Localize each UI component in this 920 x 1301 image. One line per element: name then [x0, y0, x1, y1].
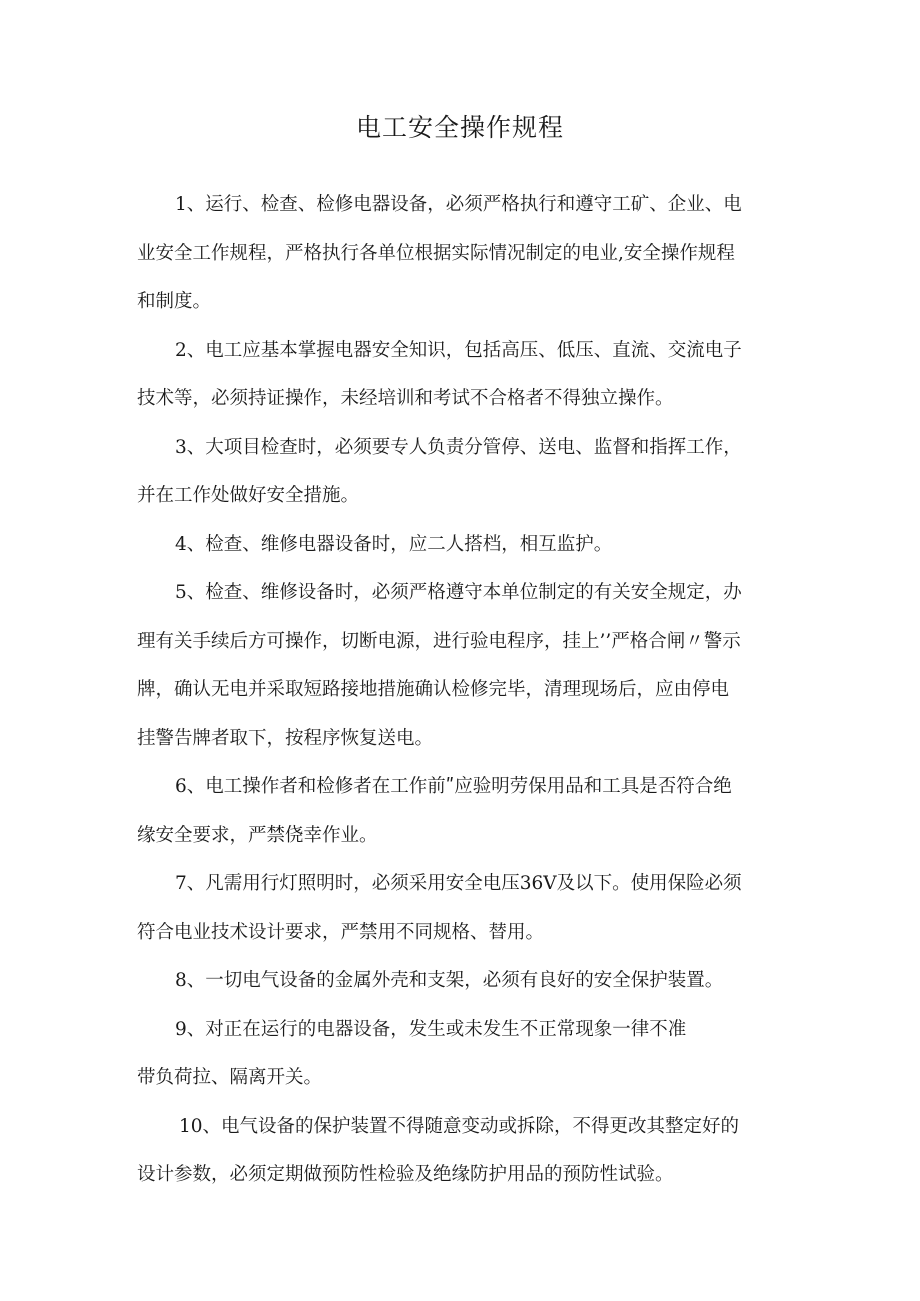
paragraph-line: 带负荷拉、隔离开关。: [137, 1067, 323, 1088]
paragraph-line: 5、检查、维修设备时，必须严格遵守本单位制定的有关安全规定，办: [175, 582, 742, 603]
paragraph-1: [137, 181, 797, 327]
paragraph-line: 9、对正在运行的电器设备，发生或未发生不正常现象一律不准: [175, 1018, 687, 1040]
paragraph-3: [137, 424, 797, 521]
paragraph-line: 和制度。: [137, 291, 212, 312]
paragraph-line: 并在工作处做好安全措施。: [137, 485, 360, 506]
paragraph-line: 牌，确认无电并采取短路接地措施确认检修完毕，清理现场后，应由停电: [137, 679, 730, 700]
document-title: 电工安全操作规程: [355, 113, 564, 142]
paragraph-line: 缘安全要求，严禁侥幸作业。: [137, 824, 378, 846]
paragraph-4: [137, 521, 797, 570]
paragraph-line: 2、电工应基本掌握电器安全知识，包括高压、低压、直流、交流电子: [175, 339, 742, 361]
paragraph-line: 业安全工作规程，严格执行各单位根据实际情况制定的电业,安全操作规程: [137, 242, 735, 264]
paragraph-line: 10、电气设备的保护装置不得随意变动或拆除，不得更改其整定好的: [179, 1115, 740, 1137]
paragraph-2: [137, 327, 797, 424]
paragraph-line: 理有关手续后方可操作，切断电源，进行验电程序，挂上’’严格合闸〃警示: [137, 630, 741, 652]
paragraph-8: [137, 957, 797, 1006]
paragraph-line: 设计参数，必须定期做预防性检验及绝缘防护用品的预防性试验。: [137, 1164, 674, 1185]
paragraph-line: 技术等，必须持证操作，未经培训和考试不合格者不得独立操作。: [137, 388, 674, 409]
paragraph-line: 4、检查、维修电器设备时，应二人搭档，相互监护。: [175, 533, 613, 555]
paragraph-10: [137, 1103, 797, 1200]
paragraph-line: 8、一切电气设备的金属外壳和支架，必须有良好的安全保护装置。: [175, 970, 724, 991]
paragraph-line: 7、凡需用行灯照明时，必须采用安全电压36V及以下。使用保险必须: [175, 873, 742, 894]
paragraph-line: 6、电工操作者和检修者在工作前ʺ应验明劳保用品和工具是否符合绝: [175, 776, 732, 797]
paragraph-line: 3、大项目检查时，必须要专人负责分管停、送电、监督和指挥工作，: [175, 436, 742, 458]
paragraph-line: 符合电业技术设计要求，严禁用不同规格、替用。: [137, 921, 545, 943]
paragraph-7: [137, 860, 797, 957]
paragraph-line: 1、运行、检查、检修电器设备，必须严格执行和遵守工矿、企业、电: [175, 194, 742, 215]
paragraph-9: [137, 1006, 797, 1103]
paragraph-line: 挂警告牌者取下，按程序恢复送电。: [137, 727, 434, 749]
document-body: [137, 181, 797, 1200]
paragraph-5: [137, 569, 797, 763]
paragraph-6: [137, 763, 797, 860]
